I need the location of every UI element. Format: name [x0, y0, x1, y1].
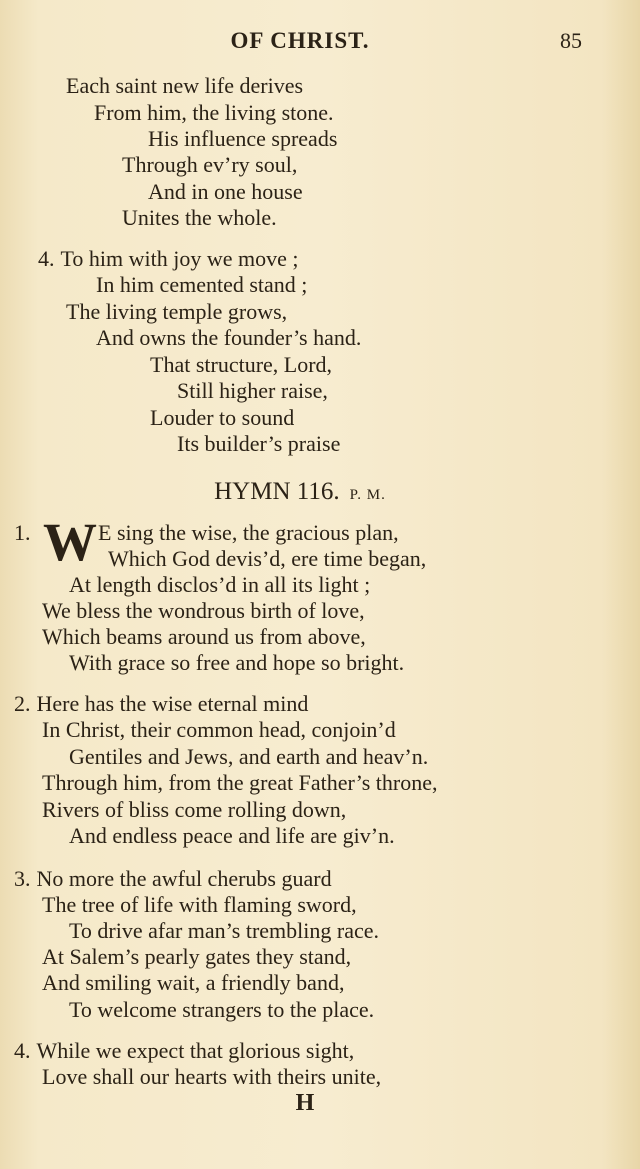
verse-line: Love shall our hearts with theirs unite, — [42, 1064, 382, 1089]
verse-line: In Christ, their common head, conjoin’d — [42, 717, 396, 742]
signature-mark: H — [295, 1090, 315, 1116]
verse-line: The living temple grows, — [66, 299, 288, 324]
verse-line: And endless peace and life are giv’n. — [69, 823, 395, 848]
verse-text: Here has the wise eternal mind — [36, 691, 309, 716]
verse-line: Each saint new life derives — [66, 73, 304, 98]
stanza-first-line — [14, 1038, 354, 1064]
stanza-first-line — [38, 246, 299, 272]
verse-line: And owns the founder’s hand. — [96, 325, 362, 350]
verse-text: To him with joy we move ; — [60, 246, 299, 271]
drop-cap: W — [43, 512, 97, 572]
hymn-heading — [0, 478, 600, 506]
stanza-number: 3. — [14, 866, 31, 891]
stanza-number: 4. — [38, 246, 55, 271]
verse-line: Its builder’s praise — [177, 431, 341, 456]
verse-line: In him cemented stand ; — [96, 272, 308, 297]
verse-line: Which beams around us from above, — [42, 624, 366, 649]
stanza-number: 4. — [14, 1038, 31, 1063]
running-title: OF CHRIST. — [230, 28, 370, 53]
verse-line: To drive afar man’s trembling race. — [69, 918, 379, 943]
verse-line: At Salem’s pearly gates they stand, — [42, 944, 352, 969]
verse-line: And in one house — [148, 179, 303, 204]
running-header — [0, 28, 640, 58]
verse-line: At length disclos’d in all its light ; — [69, 572, 371, 597]
verse-line: That structure, Lord, — [150, 352, 333, 377]
stanza-number: 2. — [14, 691, 31, 716]
verse-text: While we expect that glorious sight, — [36, 1038, 355, 1063]
verse-line: Unites the whole. — [122, 205, 277, 230]
verse-line: With grace so free and hope so bright. — [69, 650, 405, 675]
verse-line: Still higher raise, — [177, 378, 328, 403]
hymn-title: HYMN 116. — [214, 478, 340, 505]
stanza-number: 1. — [14, 520, 31, 545]
verse-line: Louder to sound — [150, 405, 295, 430]
page-number: 85 — [560, 28, 582, 53]
stanza-first-line — [14, 866, 332, 892]
verse-line: Through ev’ry soul, — [122, 152, 298, 177]
stanza-first-line — [14, 691, 308, 717]
verse-text: No more the awful cherubs guard — [36, 866, 332, 891]
verse-line: Through him, from the great Father’s throne, — [42, 770, 438, 795]
verse-line: Gentiles and Jews, and earth and heav’n. — [69, 744, 429, 769]
hymn-meter: P. M. — [349, 487, 386, 503]
verse-line: And smiling wait, a friendly band, — [42, 970, 345, 995]
verse-line: We bless the wondrous birth of love, — [42, 598, 365, 623]
verse-line: To welcome strangers to the place. — [69, 997, 375, 1022]
verse-line: Rivers of bliss come rolling down, — [42, 797, 347, 822]
verse-line: E sing the wise, the gracious plan, — [98, 520, 399, 545]
verse-line: Which God devis’d, ere time began, — [108, 546, 427, 571]
verse-line: The tree of life with flaming sword, — [42, 892, 357, 917]
verse-line: From him, the living stone. — [94, 100, 334, 125]
verse-line: His influence spreads — [148, 126, 338, 151]
